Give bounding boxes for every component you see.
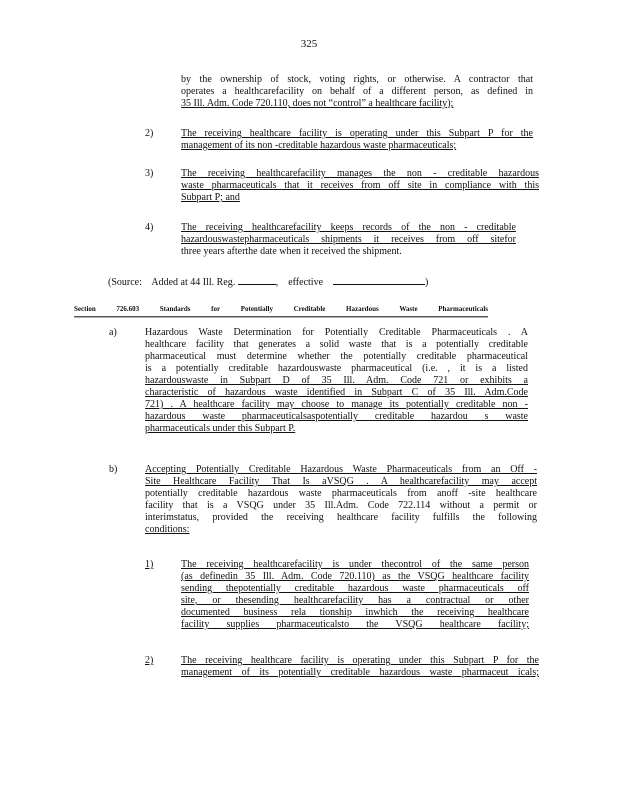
register-blank [238,275,276,285]
text-line: Accepting Potentially Creditable Hazardous Waste Pharmaceuticals from an Off - [145,464,537,475]
text-line: The receiving healthcare facility is operating under this Subpart P for the [181,655,539,666]
text-line: conditions: [145,524,190,535]
subsection-marker: b) [109,464,118,475]
text-line: site, or thesending healthcarefacility has a contractual or other [181,595,529,606]
text-line: The receiving healthcarefacility manages the non - creditable hazardous [181,168,539,179]
text-line: operates a healthcarefacility on behalf of a different person, as defined in [181,86,533,97]
text-line: facility supplies pharmaceuticalsto the VSQG healthcare facility; [181,619,529,630]
text-line: management of its non -creditable hazardous waste pharmaceuticals; [181,140,457,151]
heading-word: Potentially [240,304,273,314]
text-line: management of its potentially creditable hazardous waste pharmaceut icals; [181,667,539,678]
text-line: healthcare facility that generates a solid waste that is a potentially creditable [145,339,528,350]
source-prefix: (Source: [108,277,142,288]
heading-word: Pharmaceuticals [438,304,488,314]
section-heading [74,303,488,318]
text-line: facility that is a VSQG under 35 Ill.Adm. Code 722.114 without a permit or [145,500,537,511]
text-line: pharmaceuticals under this Subpart P. [145,423,296,434]
subsection-marker: a) [109,327,117,338]
effective-date-blank [333,275,425,285]
list-item [181,559,529,631]
text-line: The receiving healthcare facility is operating under this Subpart P for the [181,128,533,139]
text-line: by the ownership of stock, voting rights, or otherwise. A contractor that [181,74,533,85]
heading-word: Standards [159,304,191,314]
source-note [108,275,488,289]
text-line: documented business rela tionship inwhich the receiving healthcare [181,607,529,618]
list-marker: 3) [145,168,154,179]
text-line: pharmaceutical must determine whether the potentially creditable pharmaceutical [145,351,528,362]
text-line: 35 Ill. Adm. Code 720.110, does not “control” a healthcare facility); [181,98,454,109]
text-line: hazardouswaste in Subpart D of 35 Ill. Adm. Code 721 or exhibits a [145,375,528,386]
list-item [181,168,539,204]
heading-word: for [211,304,221,314]
list-item [181,655,539,679]
text-line: 721) . A healthcare facility may choose to manage its potentially creditable non - [145,399,528,410]
text-line: three years afterthe date when it received the shipment. [181,246,402,257]
source-effective: effective [288,277,324,288]
text-line: is a potentially creditable hazardouswaste pharmaceutical (i.e. , it is a listed [145,363,528,374]
text-line: potentially creditable hazardous waste pharmaceuticals from anoff -site healthcare [145,488,537,499]
text-line: Hazardous Waste Determination for Potentially Creditable Pharmaceuticals . A [145,327,528,338]
section-label: Section [74,304,96,314]
list-marker: 1) [145,559,154,570]
text-line: The receiving healthcarefacility keeps records of the non - creditable [181,222,516,233]
text-line: The receiving healthcarefacility is under thecontrol of the same person [181,559,529,570]
text-line: hazardous waste pharmaceuticalsaspotentially creditable hazardou s waste [145,411,528,422]
list-item [181,222,516,258]
heading-word: Creditable [293,304,326,314]
text-line: characteristic of hazardous waste identified in Subpart C of 35 Ill. Adm.Code [145,387,528,398]
heading-word: Hazardous [346,304,379,314]
list-marker: 2) [145,128,154,139]
text-line: (as definedin 35 Ill. Adm. Code 720.110) as the VSQG healthcare facility [181,571,529,582]
subsection-a [145,327,528,435]
text-line: interimstatus, provided the receiving healthcare facility fulfills the following [145,512,537,523]
section-number: 726.603 [116,304,140,314]
text-line: waste pharmaceuticals that it receives from off site in compliance with this [181,180,539,191]
text-line: sending thepotentially creditable hazardous waste pharmaceuticals off [181,583,529,594]
list-marker: 4) [145,222,154,233]
source-added: Added at 44 Ill. Reg. [151,277,236,288]
text-line: Subpart P; and [181,192,240,203]
subsection-b [145,464,537,536]
source-close: ) [425,277,429,288]
text-line: Site Healthcare Facility That Is aVSQG . A healthcarefacility may accept [145,476,537,487]
source-comma: , [275,277,279,288]
continuation-paragraph [181,74,533,110]
list-marker: 2) [145,655,154,666]
list-item [181,128,533,152]
page-number: 325 [300,38,318,50]
text-line: hazardouswastepharmaceuticals shipments it receives from off sitefor [181,234,516,245]
heading-word: Waste [399,304,418,314]
